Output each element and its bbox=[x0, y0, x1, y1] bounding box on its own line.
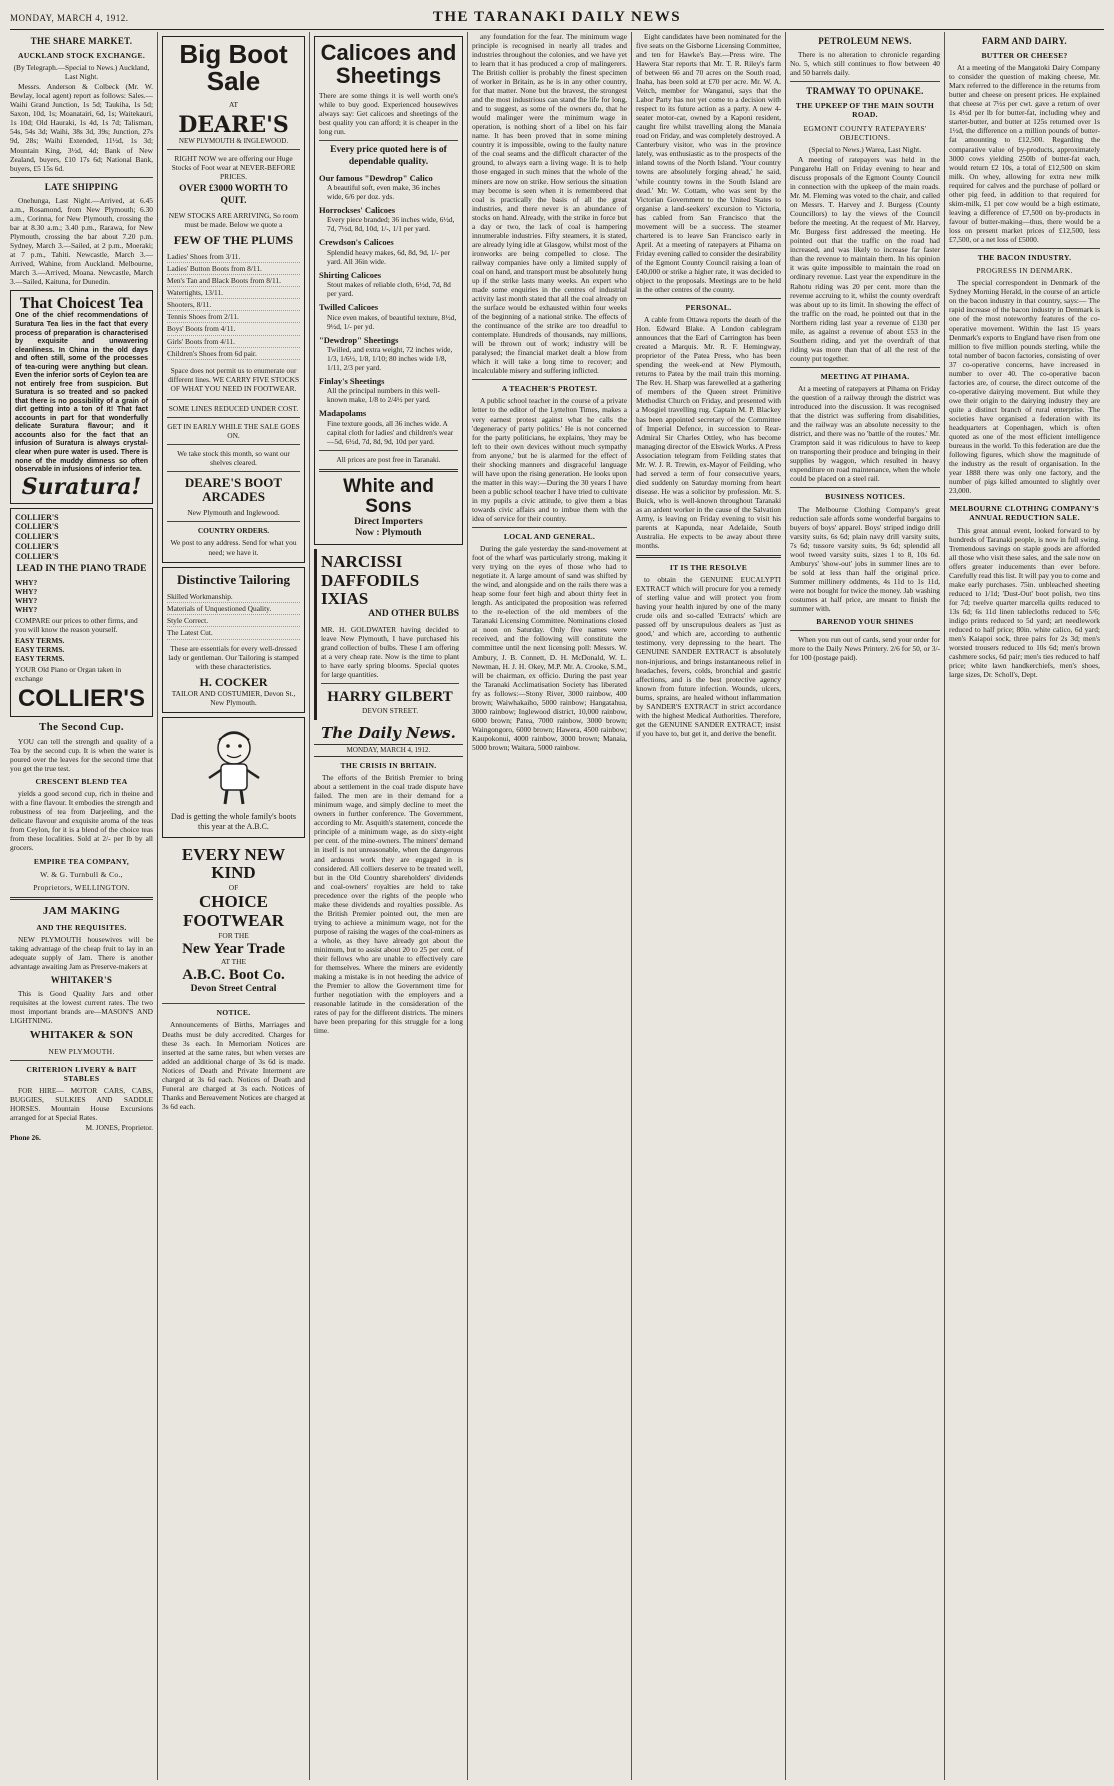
divider bbox=[167, 444, 300, 445]
columns bbox=[10, 32, 1104, 1780]
bulbs-other: AND OTHER BULBS bbox=[368, 609, 459, 620]
deares-sale-ad bbox=[162, 36, 305, 563]
why-line: WHY? bbox=[15, 605, 38, 615]
divider bbox=[162, 1003, 305, 1004]
divider bbox=[472, 379, 627, 380]
footwear-ad bbox=[162, 842, 305, 999]
plums-item: Boys' Boots from 4/11. bbox=[167, 323, 300, 335]
plums-item: Girls' Boots from 4/11. bbox=[167, 336, 300, 348]
footwear-line-1: EVERY NEW KIND bbox=[181, 844, 286, 883]
gilbert-sub: DEVON STREET. bbox=[361, 706, 419, 716]
plums-item: Shooters, 8/11. bbox=[167, 299, 300, 311]
column-3 bbox=[314, 32, 468, 1780]
colliers-line: COLLIER'S bbox=[15, 512, 59, 522]
calico-item-desc: Fine texture goods, all 36 inches wide. A capital cloth for ladies' and children's wear—5d, 6½d, 7d, 8d, 9d, 10d per yard. bbox=[327, 418, 454, 446]
bulb-name: NARCISSI bbox=[321, 552, 403, 571]
calico-item-desc: All the principal numbers in this well-known make, 1/8 to 2/4½ per yard. bbox=[327, 386, 440, 405]
easy-terms-list bbox=[15, 636, 148, 663]
empire-heading: EMPIRE TEA COMPANY, bbox=[33, 856, 130, 866]
local-general-heading: LOCAL AND GENERAL. bbox=[503, 531, 596, 541]
suratura-tea-ad bbox=[10, 290, 153, 504]
tea-ad-body: One of the chief recommendations of Suratura Tea lies in the fact that every process of preparation is characterised by exquisite and unwavering cleanliness. In China in the old days and often still, some of the processes of tea-curing were anything but clean. Even the inferior sorts of Ceylon tea are not entirely free from suspicion. But Suratura is so treated and so packed that there is no possibility of a grain of dirt getting into a ton of it! That fact accounts in part for that wonderfully delicate Suratura flavour; and it accounts also for the fact that an infusion of Suratura is always crystal-clear when pure water is used. There is none of the muddy dimness so often observable in infusions of inferior tea. bbox=[15, 312, 148, 474]
country-orders-body: We post to any address. Send for what you need; we have it. bbox=[170, 538, 297, 557]
newspaper-nameplate: The Daily News. bbox=[321, 724, 456, 743]
whitaker-sub: NEW PLYMOUTH. bbox=[48, 1046, 115, 1056]
crisis-continued: any foundation for the fear. The minimum wage principle is recognised in nearly all trades and industries throughout the colonies, and we have yet to learn that it has produced a crop of malingerers. The British collier is probably the finest specimen of worker in Britain, as he is in any other country, for that matter. None but the bravest, the strongest and the most industrious can stand the life for long, and to suggest, as some of the owners do, that he would malinger were the minimum wage in operation, is nothing short of a libel on his fair name. It has been proved that in some mining country it is impossible, owing to the faulty nature of the coal seams and the difficult character of the ground, to always earn a living wage. It is to help those engaged in such mines that the whole of the miners are now on strike. How serious the situation may become is seen when it is remembered that coal is practically the basis of all the great industries, and there never is an abundance of stocks on hand. Already, with the strike in force but a day or two, the lack of coal is hampering innumerable industries. Fifty steamers, it is stated, are already lying idle at Glasgow, whilst most of the ironworks are being compelled to close. The railway companies have only a limited supply of coal on hand, and transport must be absolutely hung up if the strike lasts many weeks. An expert who made some enquiries in the centres of industrial activity last month stated that all the coal already on the surface would be exhausted within four weeks of the beginning of a national strike. The effects of the continuance of the strike are too dreadful to contemplate. Hundreds of thousands, nay millions, will be thrown out of work; industry will be paralysed; the financial market dealt a blow from which it will take a long time to recover; and incalculable misery and suffering inflicted. bbox=[472, 32, 627, 376]
calico-item-desc: Nice even makes, of beautiful texture, 8½d, 9½d, 1/- per yd. bbox=[327, 312, 457, 331]
shipping-heading: LATE SHIPPING bbox=[44, 181, 119, 192]
calico-item-name: Finlay's Sheetings bbox=[319, 376, 385, 387]
barenod-heading: BARENOD YOUR SHINES bbox=[816, 617, 914, 626]
why-line: WHY? bbox=[15, 587, 38, 597]
bacon-body: The special correspondent in Denmark of the Sydney Morning Herald, in the course of an article on the bacon industry in that country, says:— The rapid increase of the bacon industry in Denmark is one of the most noteworthy features of the co-operative movement. Within the last 15 years Denmark's exports to England have risen from one million to five million pounds sterling, while the total number of bacon factories, consisting of over 37 co-operative concerns, have increased in number to over 40. The co-operative bacon factories are, of course, the direct outcome of the co-operative dairying movement. But while they owe their origin to the dairying industry they are quite a distinct branch of rural enterprise. The societies have organised a federation with its headquarters at Copenhagen, which is often quoted as one of the most efficient intelligence bureaus in the world. To this federation are due the following figures, which show the magnitude of the industry as the result of organisation. In the year 1888 there was only one factory, and the number of pigs killed amounted to slightly over 23,000. bbox=[949, 278, 1100, 496]
calico-item-desc: A beautiful soft, even make, 36 inches wide, 6/6 per doz. yds. bbox=[327, 182, 441, 201]
shipping-body: Onehunga, Last Night.—Arrived, at 6.45 a.m., Rosamond, from New Plymouth; 6.30 a.m., Corinna, for New Plymouth, crossing the bar at 8.30 a.m.; 3.40 p.m., Rarawa, for New Plymouth, crossing the bar about 7.20 p.m. Sydney, March 3.—Sailed, at 2 p.m., Moeraki; at 7 p.m., Tahiti. Newcastle, March 3.—Arrived, Wahine, from Auckland. Melbourne, March 3.—Arrived, Moana. Newcastle, March 3.—Sailed, Kaituna, for Dunedin. bbox=[10, 195, 153, 286]
masthead bbox=[10, 8, 1104, 30]
divider bbox=[10, 177, 153, 178]
cocker-sub: TAILOR AND COSTUMIER, Devon St., New Plymouth. bbox=[171, 689, 296, 708]
colliers-repeat bbox=[15, 513, 148, 562]
footwear-of: OF bbox=[228, 883, 239, 893]
tailor-item: Skilled Workmanship. bbox=[167, 591, 300, 603]
easy-terms-line: EASY TERMS. bbox=[15, 636, 65, 646]
column-6 bbox=[790, 32, 945, 1780]
divider bbox=[949, 499, 1100, 500]
divider bbox=[790, 630, 940, 631]
calico-item-name: Horrockses' Calicoes bbox=[319, 204, 396, 215]
jam-sub: AND THE REQUISITES. bbox=[36, 922, 127, 932]
resolve-heading: IT IS THE RESOLVE bbox=[669, 562, 748, 572]
plums-item: Children's Shoes from 6d pair. bbox=[167, 348, 300, 360]
share-market-body: Messrs. Anderson & Colbeck (Mr. W. Bewlay, local agent) report as follows: Sales.—Waihi Grand Junction, 1s 5d; Taukiha, 1s 5d; Saxon, 10d, 1s; Moanatairi, 6d, 1s; Waitekauri, 1s 10d; Old Hauraki, 1s 4d, 1s 7d; Talisman, 54s, 54s 3d; Waihi, 38s 3d, 39s; Junction, 27s 9d, 28s; Waihi Extended, 11½d, 1s 3d; Mountain King, 3½d, 4d; Bank of New Zealand, buyers, £10 17s 6d; National Bank, buyers, £5 15s 6d. bbox=[10, 82, 153, 173]
column-1 bbox=[10, 32, 158, 1780]
local-general-body: During the gale yesterday the sand-movement at foot of the wharf was particularly strong, making it very trying on the eyes of those who had to negotiate it. A large amount of sand was shifted by the wind, and alongside and on the rails there was a heap some four feet high and about thirty feet in length. As anticipated the proposition was referred to the re-election of the old members of the Taranaki Licensing Committee. Nominations closed at noon on Saturday. Only five names were received, and the following will constitute the committee until the next licensing poll: Messrs. W. Ambury, J. B. Connett, D. H. McDonald, W. L. Newman, H. J. H. Okey, M.P. Mr. A. Crooke, S.M., will be chairman, ex officio. During the past year the Taranaki Acclimatisation Society has liberated fry as follows:—Stony River, 3000 rainbow, 400 brown; Waiwhakaiho, 5000 rainbow; Hangatahua, 3000 rainbow; Inglewood district, 10,000 rainbow, 6000 brown; Patea, 7000 rainbow, 3000 brown; Waingongoro, 6000 brown; Hawera, 4500 rainbow; Kaupokonui, 4000 rainbow, 3000 brown; Manaia, 5000 brown; Waitara, 5000 rainbow. bbox=[472, 544, 627, 752]
sale-shop-name: DEARE'S bbox=[178, 111, 289, 138]
share-market-heading: THE SHARE MARKET. bbox=[30, 36, 133, 46]
upkeep-subheading: EGMONT COUNTY RATEPAYERS' OBJECTIONS. bbox=[803, 123, 927, 142]
white-sons-town: Now : Plymouth bbox=[355, 528, 422, 539]
country-orders-heading: COUNTRY ORDERS. bbox=[197, 526, 270, 536]
easy-terms-line: EASY TERMS. bbox=[15, 654, 65, 664]
tailoring-ad bbox=[162, 567, 305, 714]
business-notices-heading: BUSINESS NOTICES. bbox=[825, 492, 905, 502]
empire-sub: W. & G. Turnbull & Co., bbox=[40, 869, 123, 879]
white-sons-heading: White and Sons bbox=[343, 475, 434, 517]
jam-shop: WHITAKER'S bbox=[50, 975, 113, 986]
cocker-name: H. COCKER bbox=[199, 674, 268, 689]
teacher-protest-heading: A TEACHER'S PROTEST. bbox=[501, 384, 598, 394]
divider bbox=[790, 487, 940, 488]
space-note: Space does not permit us to enumerate our different lines. WE CARRY FIVE STOCKS OF WHAT YOU NEED IN FOOTWEAR. bbox=[167, 365, 300, 393]
criterion-heading: CRITERION LIVERY & BAIT STABLES bbox=[26, 1064, 137, 1084]
crescent-heading: CRESCENT BLEND TEA bbox=[35, 777, 128, 787]
tailor-body: These are essentials for every well-dressed lady or gentleman. Our Tailoring is stamped with these characteristics. bbox=[168, 643, 299, 671]
butter-cheese-heading: BUTTER OR CHEESE? bbox=[981, 50, 1068, 60]
divider bbox=[790, 81, 940, 82]
divider bbox=[472, 527, 627, 528]
footwear-line-3: New Year Trade bbox=[182, 940, 285, 957]
melbourne-body: This great annual event, looked forward to by hundreds of Taranaki people, is now in full swing. Tremendous savings on staple goods are afforded all those who visit these sales, and the sale now on offers greater inducements than ever before. Carefully read this list. It will pay you to come and make early purchases. 75in. unbleached sheeting reduced to 1/1d; 'Dust-Out' boot polish, two tins for 7d; twelve quarter marcella quilts reduced to 13s 6d; 6s 11d linen tablecloths reduced to 5/6; indigo prints reduced to 5d yard; art needlework reduced to half price; 80in. white calico, 6d yard; men's Kaiapoi sock, three pairs for 2s 3d; men's worsted trousers reduced to 10s 6d; men's brown cashmere socks, 6d pair; men's ties reduced to half price; white lawn handkerchiefs, men's shoes, large sizes, Dr. Scholl's, Dept. bbox=[949, 525, 1100, 680]
business-notices-body: The Melbourne Clothing Company's great reduction sale affords some wonderful bargains to buyers of boys' apparel. Boys' striped indigo drill varsity suits, 6s 6d; plain navy drill varsity suits, 7s 6d; tussore varsity suits, 9s 6d; splendid all wool tweed varsity suits, sizes 1 to 8, 10s 6d. Amburys' 'show-out' jobs in summer lines are to be sold at less than half the original price. Summer millinery oddments, 4s 11d to 1s 11d, were not bought for twice the money. Jab washing costumes at half price, are meant to finish the summer with. bbox=[790, 504, 940, 613]
calico-item-name: Madapolams bbox=[319, 408, 367, 419]
divider bbox=[10, 1060, 153, 1061]
notice-heading: NOTICE. bbox=[216, 1008, 251, 1018]
divider bbox=[167, 399, 300, 400]
calico-item-name: "Dewdrop" Sheetings bbox=[319, 334, 399, 345]
personal-body: A cable from Ottawa reports the death of the Hon. Edward Blake. A London cablegram announces that the Earl of Carrington has been created a Marquis. Mr. R. F. Hemingway, proprietor of the Patea Press, who has been spending the week-end at New Plymouth, returns to Patea by the mail train this morning. The Rev. H. Sharp was farewelled at a gathering of members of the Queen street Primitive Methodist Church on Friday, and presented with a Mosgiel travelling rug. Captain M. P. Blackey has been appointed secretary of the Committee of Imperial Defence, in succession to Rear-Admiral Sir Charles Ottley, who has become managing director of the Elswick Works. A Press Association telegram from Feilding states that Mr. W. J. R. Trewin, ex-Mayor of Feilding, who had served a term of four consecutive years, died suddenly on Saturday morning from heart disease. He was a solicitor by profession. Mr. S. Buick, who is well-known throughout Taranaki as an ardent worker in the cause of the Salvation Army, is leaving on Friday evening to visit his parents at Kapunda, near Adelaide, South Australia. He expects to be away about three months. bbox=[636, 315, 782, 550]
tailor-heading: Distinctive Tailoring bbox=[176, 571, 291, 587]
abc-boot-ad bbox=[162, 717, 305, 838]
sale-towns: NEW PLYMOUTH & INGLEWOOD. bbox=[178, 136, 289, 145]
colliers-piano-ad bbox=[10, 508, 153, 717]
plums-item: Ladies' Shoes from 3/11. bbox=[167, 251, 300, 263]
criterion-body: FOR HIRE— MOTOR CARS, CABS, BUGGIES, SULKIES AND SADDLE HORSES. Mountain House Excursions arranged for at Special Rates. bbox=[10, 1086, 153, 1123]
upkeep-byline: (Special to News.) Warea, Last Night. bbox=[808, 145, 922, 155]
melbourne-heading: MELBOURNE CLOTHING COMPANY'S ANNUAL REDUCTION SALE. bbox=[949, 504, 1100, 523]
crisis-heading: THE CRISIS IN BRITAIN. bbox=[340, 760, 437, 770]
footwear-street: Devon Street Central bbox=[190, 983, 277, 994]
tailor-item: The Latest Cut. bbox=[167, 627, 300, 639]
arcades-sub: New Plymouth and Inglewood. bbox=[187, 508, 280, 518]
piano-body: COMPARE our prices to other firms, and you will know the reason yourself. bbox=[15, 616, 138, 635]
divider bbox=[167, 471, 300, 472]
piano-heading: LEAD IN THE PIANO TRADE bbox=[16, 564, 147, 575]
divider bbox=[167, 521, 300, 522]
calico-item-desc: Stout makes of reliable cloth, 6½d, 7d, 8d per yard. bbox=[327, 280, 451, 299]
bacon-subheading: PROGRESS IN DENMARK. bbox=[976, 266, 1073, 276]
jam-heading: JAM MAKING bbox=[42, 905, 121, 918]
column-4 bbox=[472, 32, 632, 1780]
colliers-line: COLLIER'S bbox=[15, 532, 59, 542]
sale-body: RIGHT NOW we are offering our Huge Stocks of Foot wear at NEVER-BEFORE PRICES. bbox=[171, 154, 296, 182]
column-7 bbox=[949, 32, 1104, 1780]
jam-body: NEW PLYMOUTH housewives will be taking advantage of the cheap fruit to lay in an adequate supply of Jam. There is another advantage awaiting Jam as Preserve-makers at bbox=[10, 934, 153, 972]
meeting-body: At a meeting of ratepayers at Pihama on Friday the question of a railway through the district was introduced into the discussion. It was recognised that the district was suffering from disabilities, and the railway was an absolute necessity to the district, and there was no 'battle of the routes.' Mr. Crampton said it was ridiculous to have to keep on transporting their produce and bringing in their supplies by waggon, which resulted in heavy expenditure on road maintenance, when the whole could be placed on a steel rail. bbox=[790, 384, 940, 484]
piano-exchange: YOUR Old Piano or Organ taken in exchange bbox=[15, 665, 122, 684]
big-boot-sale-heading: Big Boot Sale bbox=[179, 39, 288, 97]
crescent-body: yields a good second cup, rich in theine and with a fine flavour. It embodies the strength and robustness of tea from Darjeeling, and the delicate flavour and exquisite aroma of the teas from Ceylon, for it is a blend of the choice teas from these localities. Sold at 2/- per lb by all grocers. bbox=[10, 789, 153, 853]
notice-body: Announcements of Births, Marriages and Deaths must be duly accredited. Charges for these 3s each. In Memoriam Notices are inserted at the same rates, but when verses are added an additional charge of 3s 6d is made. Notices of Death and Private Interment are charged at 3s 6d each. Notices of Death and Funeral are charged at 3s each. Notices of Thanks and Bereavement Notices are charged at 3s 6d each. bbox=[162, 1020, 305, 1111]
plums-item: Tennis Shoes from 2/11. bbox=[167, 311, 300, 323]
divider bbox=[167, 149, 300, 150]
footwear-shop: A.B.C. Boot Co. bbox=[182, 967, 285, 984]
why-line: WHY? bbox=[15, 596, 38, 606]
upkeep-body: A meeting of ratepayers was held in the Pungarehu Hall on Friday evening to hear and discuss proposals of the Egmont County Council in connection with the upkeep of the main roads. Mr. M. Fleming was voted to the chair, and called on Messrs. T. Harvey and J. Burgess (County Councillors) to lay the views of the Council before the meeting. At the request of Mr. Harvey, Mr. Burgess first addressed the meeting. He pointed out that the traffic on the road had increased, and was likely to increase far faster than the revenue to maintain them. In his opinion it was quite impossible to maintain the road on ordinary revenue. Last year the expenditure in the Rahotu riding was 20 per cent. more than the revenue accruing to it, whilst the county overdraft was about up to its limit. In showing the effect of the traffic on the road, he pointed out that in the Northern riding last year a revenue of £130 per mile, as against a revenue of about £53 in the Southern riding, and yet the overdraft of that riding was more than that of all the rest of the county put together. bbox=[790, 155, 940, 363]
goldwater-body: MR. H. GOLDWATER having decided to leave New Plymouth, I have purchased his grand collection of bulbs. These I am offering at a very cheap rate. Now is the time to plant to have early spring blooms. Special quotes for large quantities. bbox=[321, 624, 459, 679]
jam-body-2: This is Good Quality Jars and other requisites at the lowest current rates. The two most important brands are—MASON'S AND LIGHTNING. bbox=[10, 989, 153, 1026]
divider bbox=[636, 298, 781, 299]
calico-item-name: Twilled Calicoes bbox=[319, 302, 379, 313]
share-market-subheading: AUCKLAND STOCK EXCHANGE. bbox=[17, 50, 146, 60]
divider bbox=[10, 897, 153, 900]
criterion-phone: Phone 26. bbox=[10, 1133, 41, 1143]
petroleum-body: There is no alteration to chronicle regarding No. 5, which still continues to flow between 40 and 50 barrels daily. bbox=[790, 49, 940, 78]
tramway-heading: TRAMWAY TO OPUNAKE. bbox=[806, 86, 924, 97]
footwear-at: AT THE bbox=[221, 957, 246, 967]
plums-item: Ladies' Button Boots from 8/11. bbox=[167, 263, 300, 275]
plums-heading: FEW OF THE PLUMS bbox=[173, 232, 294, 247]
bulb-name: DAFFODILS bbox=[321, 570, 420, 590]
divider bbox=[636, 555, 781, 558]
masthead-date: MONDAY, MARCH 4, 1912. bbox=[10, 13, 129, 23]
calico-item-desc: Splendid heavy makes, 6d, 8d, 9d, 1/- per yard. All 36in wide. bbox=[327, 247, 450, 266]
tailor-item: Style Correct. bbox=[167, 615, 300, 627]
teacher-protest-body: A public school teacher in the course of a private letter to the editor of the Lyttelton Times, makes a very earnest protest against what he calls the 'degeneracy of party politics.' He is not concerned for the party politicians, he explains, 'they may be left to their own devices without much sympathy from anyone,' but he is alarmed for the effect of their shocking manners and disgraceful language will have upon the rising generation. He looks upon the matter in this way:—During the 30 years I have been a public school teacher I have tried to cultivate in my pupils a civic attitude, to give them a bias towards civic affairs and to imbue them with the idea of service for their country. bbox=[472, 396, 627, 523]
calico-item-name: Crewdson's Calicoes bbox=[319, 237, 394, 248]
divider bbox=[319, 450, 458, 451]
calico-item-name: Our famous "Dewdrop" Calico bbox=[319, 172, 433, 183]
bulb-name: IXIAS bbox=[321, 589, 369, 609]
easy-terms-line: EASY TERMS. bbox=[15, 645, 65, 655]
tea-brand: Suratura! bbox=[21, 473, 142, 500]
footwear-for: FOR THE bbox=[218, 930, 249, 940]
tailor-item: Materials of Unquestioned Quality. bbox=[167, 603, 300, 615]
boy-figure-illustration bbox=[167, 726, 300, 808]
personal-heading: PERSONAL. bbox=[685, 302, 732, 312]
early-note: GET IN EARLY WHILE THE SALE GOES ON. bbox=[167, 421, 300, 440]
calicoes-quote: Every price quoted here is of dependable quality. bbox=[330, 145, 447, 167]
divider bbox=[167, 417, 300, 418]
meeting-heading: MEETING AT PIHAMA. bbox=[820, 371, 910, 381]
farm-dairy-heading: FARM AND DAIRY. bbox=[982, 36, 1067, 46]
visiting-cards-body: When you run out of cards, send your order for more to the Daily News Printery. 2/6 for 50, or 3/- for 100 (postage paid). bbox=[790, 635, 940, 663]
cleared-note: We take stock this month, so want our shelves cleared. bbox=[177, 448, 290, 467]
empire-prop: Proprietors, WELLINGTON. bbox=[33, 883, 130, 893]
sale-at: AT bbox=[228, 99, 239, 109]
calicoes-body: There are some things it is well worth one's while to buy good. Experienced housewives always say: Get calicoes and sheetings of the best quality you can afford; it is cheaper in the long run. bbox=[319, 91, 458, 137]
share-market-byline: (By Telegraph.—Special to News.) Auckland, Last Night. bbox=[13, 63, 150, 82]
abc-caption: Dad is getting the whole family's boots this year at the A.B.C. bbox=[171, 812, 296, 832]
resolve-body: to obtain the GENUINE EUCALYPTI EXTRACT which will procure for you a remedy of sterling value and will protect you from having your health injured by one of the many crude oils and so-called 'Extracts' which are passed off by unscrupulous dealers as 'just as good,' and which are, according to authentic testimony, very depressing to the heart. The GENUINE SANDER EXTRACT is absolutely non-injurious, and brings instantaneous relief in headaches, fevers, colds, bronchial and gastric affections, and is the best protective agency known from future infection. Wounds, ulcers, burns, sprains, are healed without inflammation by SANDER'S EXTRACT in strict accordance with the highest Medical Authorities. Therefore, get the GENUINE SANDER EXTRACT; insist if you have to, but get it, and derive the benefit. bbox=[636, 575, 781, 738]
divider bbox=[949, 248, 1100, 249]
criterion-proprietor: M. JONES, Proprietor. bbox=[85, 1123, 153, 1133]
second-cup-body: YOU can tell the strength and quality of a Tea by the second cup. It is when the water is poured over the leaves for the second time that you get the true test. bbox=[10, 736, 153, 774]
column-2 bbox=[162, 32, 310, 1780]
divider bbox=[790, 367, 940, 368]
reduced-note: SOME LINES REDUCED UNDER COST. bbox=[168, 403, 299, 413]
calicoes-heading: Calicoes and Sheetings bbox=[320, 40, 457, 89]
tailor-list bbox=[167, 591, 300, 639]
newspaper-title: THE TARANAKI DAILY NEWS bbox=[432, 9, 682, 25]
tea-ad-heading: That Choicest Tea bbox=[19, 294, 144, 312]
news-briefs: Eight candidates have been nominated for the five seats on the Gisborne Licensing Committee, and ten for Hawke's Bay.—Press wire. The Hawera Star reports that Mr. T. R. Riley's farm of between 66 and 70 acres on the South road, Inaha, has been sold at £70 per acre. Mr. W. A. Veitch, member for Wanganui, says that the Labor Party has not yet come to a decision with respect to its future action as a party. A new 4-seater motor-car, owned by a Kaponi resident, caught fire whilst travelling along the Manaia road on Friday, and was completely destroyed. A Canterbury visitor, who was in the province lately, was enthusiastic as to the prospects of the inland towns of the North Island. 'Your country towns are absolutely forging ahead,' he said, 'while country towns in the South Island are dead.' Mr. W. Cottam, who was sent by the Victorian Government to the United States to organise a land-seekers' excursion to Victoria, has cabled from San Francisco that the movement will be a success. The steamer chartered is to leave San Francisco early in April. At a meeting of ratepayers at Pihama on Friday evening called to consider the desirability of the Egmont County Council raising a loan of £40,000 or strike a higher rate, it was decided to object to the proposals. Meetings are to be held in the other centres of the county. bbox=[636, 32, 781, 294]
divider bbox=[319, 140, 458, 141]
calicoes-footer: All prices are post free in Taranaki. bbox=[336, 454, 441, 464]
second-cup-heading: The Second Cup. bbox=[39, 720, 124, 733]
calico-item-name: Shirting Calicoes bbox=[319, 269, 382, 280]
calico-item-desc: Twilled, and extra weight, 72 inches wide, 1/3, 1/6½, 1/8, 1/10; 80 inches wide 1/8, 1/11, 2/3 per yard. bbox=[327, 344, 453, 373]
piano-why-list bbox=[15, 578, 148, 614]
nameplate-date: MONDAY, MARCH 4, 1912. bbox=[314, 744, 463, 757]
boy-icon bbox=[199, 726, 269, 808]
whitaker-heading: WHITAKER & SON bbox=[29, 1029, 134, 1042]
sale-over-amount: OVER £3000 WORTH TO QUIT. bbox=[179, 184, 288, 207]
sale-new-stocks: NEW STOCKS ARE ARRIVING, So room must be made. Below we quote a bbox=[168, 210, 299, 229]
plums-list bbox=[167, 251, 300, 359]
plums-item: Men's Tan and Black Boots from 8/11. bbox=[167, 275, 300, 287]
why-line: WHY? bbox=[15, 577, 38, 587]
divider bbox=[319, 469, 458, 472]
white-sons-sub: Direct Importers bbox=[354, 516, 423, 527]
calicoes-ad bbox=[314, 36, 463, 545]
calico-item-desc: Every piece branded; 36 inches wide, 6½d, 7d, 7½d, 8d, 10d, 1/-, 1/1 per yard. bbox=[327, 215, 455, 234]
colliers-brand: COLLIER'S bbox=[17, 685, 146, 713]
gilbert-name: HARRY GILBERT bbox=[327, 688, 453, 705]
upkeep-heading: THE UPKEEP OF THE MAIN SOUTH ROAD. bbox=[795, 101, 935, 120]
butter-cheese-body: At a meeting of the Mangatoki Dairy Company to consider the question of making cheese, Mr. Marx referred to the difference in the returns from butter and cheese on present prices. He explained that cheese at 7½s per cwt. gave a return of over 1s 4½d per lb for butter-fat, including whey and starter-butter, and butter at 125s returned over 1s 1½d, the difference on a million pounds of butter-fat amounting to £12,500. Regarding the comparative value of by-products, approximately 3000 cows yielding 250lb of butter-fat each, would return £2 10s, a total of £12,500 on skim milk. On whey, allowing for extra new milk required for calves and the purchase of pollard or other pig feed, in addition to that required for skim-milk, £1 per cow would be a high estimate, leaving a difference of £7,500 on by-products in favour of butter-making—thus, there would be a loss on present market prices of £12,500, less £7,500, or a net loss of £5000. bbox=[949, 63, 1100, 244]
colliers-line: COLLIER'S bbox=[15, 522, 59, 532]
bacon-heading: THE BACON INDUSTRY. bbox=[977, 252, 1072, 262]
crisis-body: The efforts of the British Premier to bring about a settlement in the coal trade dispute have failed. The men are in their demand for a minimum wage, and simply decline to meet the owners in further conference. The Government, according to Mr. Asquith's statement, concede the principle of a minimum wage, as do sixty-eight per cent. of the mine-owners. The miners' demand in itself is not unreasonable, when the dangerous and arduous work they are engaged in is considered. All colliers deserve to be treated well, but in the Old Country shareholders' dividends and coal-owners' royalties are held to take precedence over the rights of the people who make these dividends and royalties possible. As the British Premier pointed out, the men are trying to achieve a minimum wage, not for the purpose of raising the wages of the coal-miners as a whole, as they have already got about the minimum, but to assist about 20 to 25 per cent. of their fellows who are unable to effectively care for themselves. Where the miners are evidently making a mistake is in not heeding the advice of the Premier to allow the Government time for further negotiation with the employers and a reasonable latitude in the consideration of the rates of pay for the different districts. The miners have been preparing for this struggle for a long time. bbox=[314, 773, 463, 1036]
colliers-line: COLLIER'S bbox=[15, 541, 59, 551]
arcades-heading: DEARE'S BOOT ARCADES bbox=[184, 474, 283, 505]
plums-item: Watertights, 13/11. bbox=[167, 287, 300, 299]
footwear-line-2: CHOICE FOOTWEAR bbox=[182, 892, 285, 930]
divider bbox=[321, 683, 459, 684]
bulbs-ad bbox=[314, 549, 463, 720]
calicoes-items bbox=[319, 173, 458, 446]
column-5 bbox=[636, 32, 786, 1780]
colliers-line: COLLIER'S bbox=[15, 551, 59, 561]
petroleum-heading: PETROLEUM NEWS. bbox=[818, 36, 912, 46]
